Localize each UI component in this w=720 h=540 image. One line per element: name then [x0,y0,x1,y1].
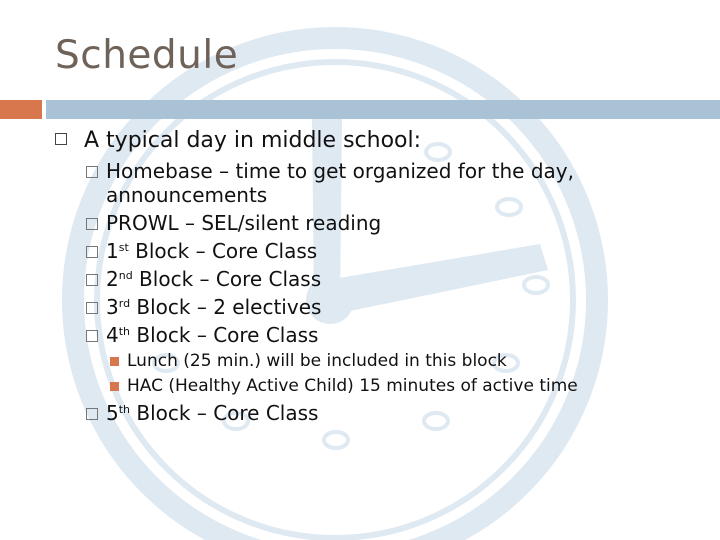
checkbox-bullet-icon [86,408,98,420]
list-item [86,239,686,263]
list-item-text: Block – Core Class [130,323,319,347]
sub-list-item-text: Lunch (25 min.) will be included in this block [127,351,507,371]
sub-list-item-text: HAC (Healthy Active Child) 15 minutes of active time [127,376,578,396]
page-title: Schedule [55,33,239,78]
sub-list [110,349,686,399]
main-bullet [55,127,421,155]
checkbox-bullet-icon [86,330,98,342]
accent-bar-blue [46,100,720,119]
checkbox-bullet-icon [55,133,67,145]
checkbox-bullet-icon [86,218,98,230]
checkbox-bullet-icon [86,302,98,314]
block-number: 1 [106,239,119,263]
list-item-text: Homebase – time to get organized for the day, announcements [106,159,574,207]
list-item [86,295,686,319]
square-bullet-icon [110,357,119,366]
list-item [86,211,686,235]
list-item-text: PROWL – SEL/silent reading [106,211,382,235]
block-number: 4 [106,323,119,347]
checkbox-bullet-icon [86,274,98,286]
checkbox-bullet-icon [86,166,98,178]
square-bullet-icon [110,382,119,391]
list-item-text: Block – 2 electives [130,295,322,319]
sub-list-item [110,374,686,399]
list-item [86,267,686,291]
checkbox-bullet-icon [86,246,98,258]
block-number: 2 [106,267,119,291]
ordinal-suffix: nd [118,269,133,282]
schedule-list [86,159,686,429]
ordinal-suffix: st [118,241,129,254]
block-number: 5 [106,401,119,425]
list-item [86,323,686,347]
list-item-text: Block – Core Class [128,239,318,263]
sub-list-item [110,349,686,374]
ordinal-suffix: th [118,325,131,338]
ordinal-suffix: th [118,403,131,416]
main-bullet-text: A typical day in middle school: [84,128,422,153]
list-item-text: Block – Core Class [130,401,319,425]
list-item [86,159,686,207]
block-number: 3 [106,295,119,319]
list-item [86,401,686,425]
list-item-text: Block – Core Class [132,267,322,291]
ordinal-suffix: rd [118,297,131,310]
accent-bar-orange [0,100,42,119]
